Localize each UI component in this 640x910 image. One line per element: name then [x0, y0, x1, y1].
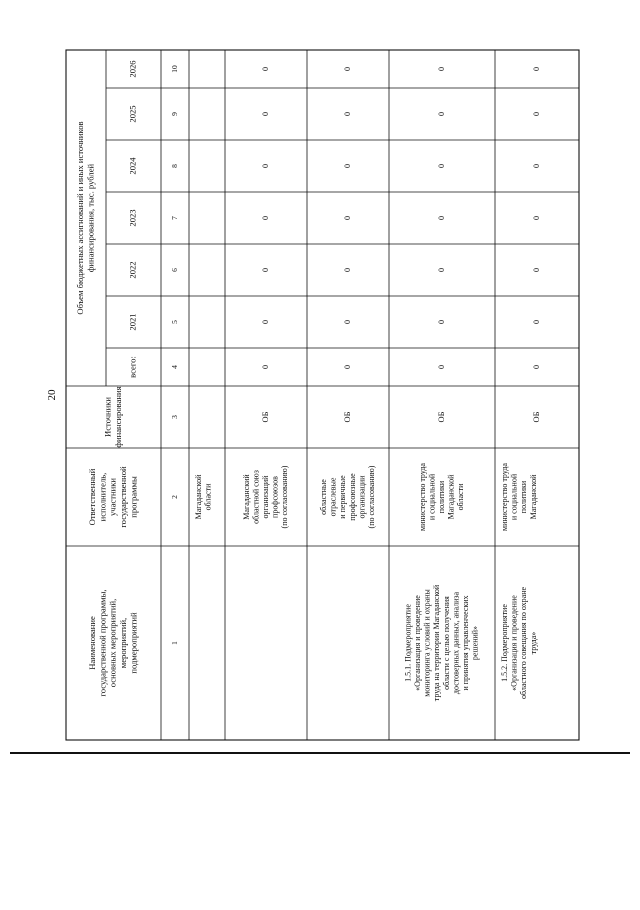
row-2-value-7-line-1: 0: [261, 67, 270, 71]
row-4-source-line-1: ОБ: [437, 411, 447, 423]
row-5-value-3-line-1: 0: [532, 268, 541, 272]
row-2-executor-line-5: (по согласованию): [280, 465, 290, 529]
header-budget-group-line-2: финансирования, тыс. рублей: [85, 163, 96, 273]
row-4-name-line-3: мониторинга условий и охраны: [422, 589, 432, 697]
header-executor-line-1: Ответственный: [87, 468, 98, 526]
row-4-name-line-1: 1.5.1. Подмероприятие: [403, 604, 413, 682]
column-number-7-line-1: 7: [169, 216, 179, 220]
row-3-value-6-line-1: 0: [343, 112, 352, 116]
header-year-2-line-1: 2021: [127, 313, 138, 331]
row-3-value-4-line-1: 0: [343, 216, 352, 220]
row-4-executor-line-4: Магаданской: [446, 474, 456, 520]
row-3-value-2-line-1: 0: [343, 320, 352, 324]
row-2-value-1-line-1: 0: [261, 365, 270, 369]
column-number-2-line-1: 2: [169, 495, 179, 499]
column-number-6-line-1: 6: [169, 268, 179, 272]
row-4-name-line-2: «Организация и проведение: [413, 595, 422, 691]
column-number-3-line-1: 3: [169, 415, 179, 419]
header-source-line-1: Источники: [102, 396, 113, 438]
row-3-value-5-line-1: 0: [343, 164, 352, 168]
column-number-9-line-1: 9: [169, 112, 179, 116]
column-number-4-line-1: 4: [169, 365, 179, 369]
header-name-line-3: основных мероприятий,: [107, 598, 118, 688]
column-number-10-line-1: 10: [169, 65, 179, 73]
page-number: 20: [46, 389, 58, 401]
row-4-value-7-line-1: 0: [437, 67, 446, 71]
column-number-8-line-1: 8: [169, 164, 179, 168]
row-4-name-line-8: решений»: [470, 625, 480, 661]
row-2-value-4-line-1: 0: [261, 216, 270, 220]
header-executor-line-4: государственной: [117, 466, 128, 528]
row-5-name-line-4: труда»: [528, 631, 538, 655]
header-name-line-2: государственной программы,: [97, 589, 108, 697]
header-source-line-2: финансирования: [112, 386, 123, 448]
row-5-executor-line-2: и социальной: [509, 473, 519, 521]
row-5-value-6-line-1: 0: [532, 112, 541, 116]
row-5-value-1-line-1: 0: [532, 365, 541, 369]
header-name-line-5: подмероприятий: [128, 612, 139, 674]
row-5-value-7-line-1: 0: [532, 67, 541, 71]
header-year-1-line-1: всего:: [127, 356, 138, 378]
row-2-value-6-line-1: 0: [261, 112, 270, 116]
row-2-executor-line-1: Магаданский: [241, 474, 251, 520]
row-2-value-5-line-1: 0: [261, 164, 270, 168]
row-4-executor-line-3: политики: [437, 480, 446, 514]
row-5-value-5-line-1: 0: [532, 164, 541, 168]
header-year-4-line-1: 2023: [127, 209, 138, 227]
row-4-value-2-line-1: 0: [437, 320, 446, 324]
row-4-value-3-line-1: 0: [437, 268, 446, 272]
row-3-executor-line-5: организации: [357, 475, 367, 519]
row-3-value-3-line-1: 0: [343, 268, 352, 272]
row-1-executor-line-1: Магаданской: [194, 474, 203, 520]
row-2-executor-line-3: организаций: [261, 475, 270, 519]
header-year-3-line-1: 2022: [127, 261, 138, 279]
row-4-value-5-line-1: 0: [437, 164, 446, 168]
row-2-value-3-line-1: 0: [261, 268, 270, 272]
row-5-executor-line-4: Магаданской: [528, 474, 538, 520]
budget-table: [66, 50, 579, 740]
row-3-executor-line-3: и первичные: [338, 475, 348, 519]
row-5-value-2-line-1: 0: [532, 320, 541, 324]
row-2-source-line-1: ОБ: [261, 411, 271, 423]
row-5-executor-line-3: политики: [519, 480, 529, 514]
row-3-executor-line-1: областные: [319, 479, 328, 515]
row-4-name-line-6: достоверных данных, анализа: [451, 591, 461, 695]
header-name-line-1: Наименование: [87, 616, 98, 670]
row-5-source-line-1: ОБ: [532, 411, 542, 423]
header-year-6-line-1: 2025: [127, 105, 138, 123]
row-3-executor-line-2: отраслевые: [328, 477, 338, 517]
row-3-value-1-line-1: 0: [343, 365, 352, 369]
header-year-7-line-1: 2026: [127, 60, 138, 78]
row-4-name-line-5: области с целью получения: [441, 596, 451, 690]
row-4-value-4-line-1: 0: [437, 216, 446, 220]
row-3-executor-line-4: профсоюзные: [347, 473, 357, 521]
row-4-executor-line-2: и социальной: [427, 473, 437, 521]
row-3-executor-line-6: (по согласованию): [367, 465, 376, 529]
column-number-5-line-1: 5: [169, 320, 179, 324]
column-number-1-line-1: 1: [169, 641, 179, 645]
row-4-name-line-7: и принятия управленческих: [461, 595, 470, 691]
page-bottom-rule: [10, 752, 630, 754]
header-budget-group-line-1: Объем бюджетных ассигнований и иных источников: [74, 121, 85, 315]
row-2-executor-line-4: профсоюзов: [270, 476, 280, 518]
row-4-executor-line-5: области: [456, 483, 466, 511]
row-5-executor-line-1: министерство труда: [500, 463, 509, 531]
header-executor-line-5: программы: [128, 476, 139, 518]
header-executor-line-3: участники: [107, 478, 118, 516]
row-4-executor-line-1: министерство труда: [417, 463, 427, 531]
row-5-name-line-3: областного совещания по охране: [519, 586, 529, 700]
row-3-source-line-1: ОБ: [343, 411, 353, 423]
row-2-value-2-line-1: 0: [261, 320, 270, 324]
row-3-value-7-line-1: 0: [343, 67, 352, 71]
row-4-value-1-line-1: 0: [437, 365, 446, 369]
header-executor-line-2: исполнитель,: [97, 472, 108, 522]
header-name-line-4: мероприятий,: [117, 617, 128, 669]
row-5-name-line-2: «Организация и проведение: [509, 595, 519, 691]
row-1-executor-line-2: области: [203, 483, 213, 511]
row-5-value-4-line-1: 0: [532, 216, 541, 220]
row-4-value-6-line-1: 0: [437, 112, 446, 116]
header-year-5-line-1: 2024: [127, 157, 138, 175]
row-2-executor-line-2: областной союз: [251, 470, 261, 524]
row-5-name-line-1: 1.5.2. Подмероприятие: [500, 604, 509, 682]
row-4-name-line-4: труда на территории Магаданской: [432, 584, 442, 702]
